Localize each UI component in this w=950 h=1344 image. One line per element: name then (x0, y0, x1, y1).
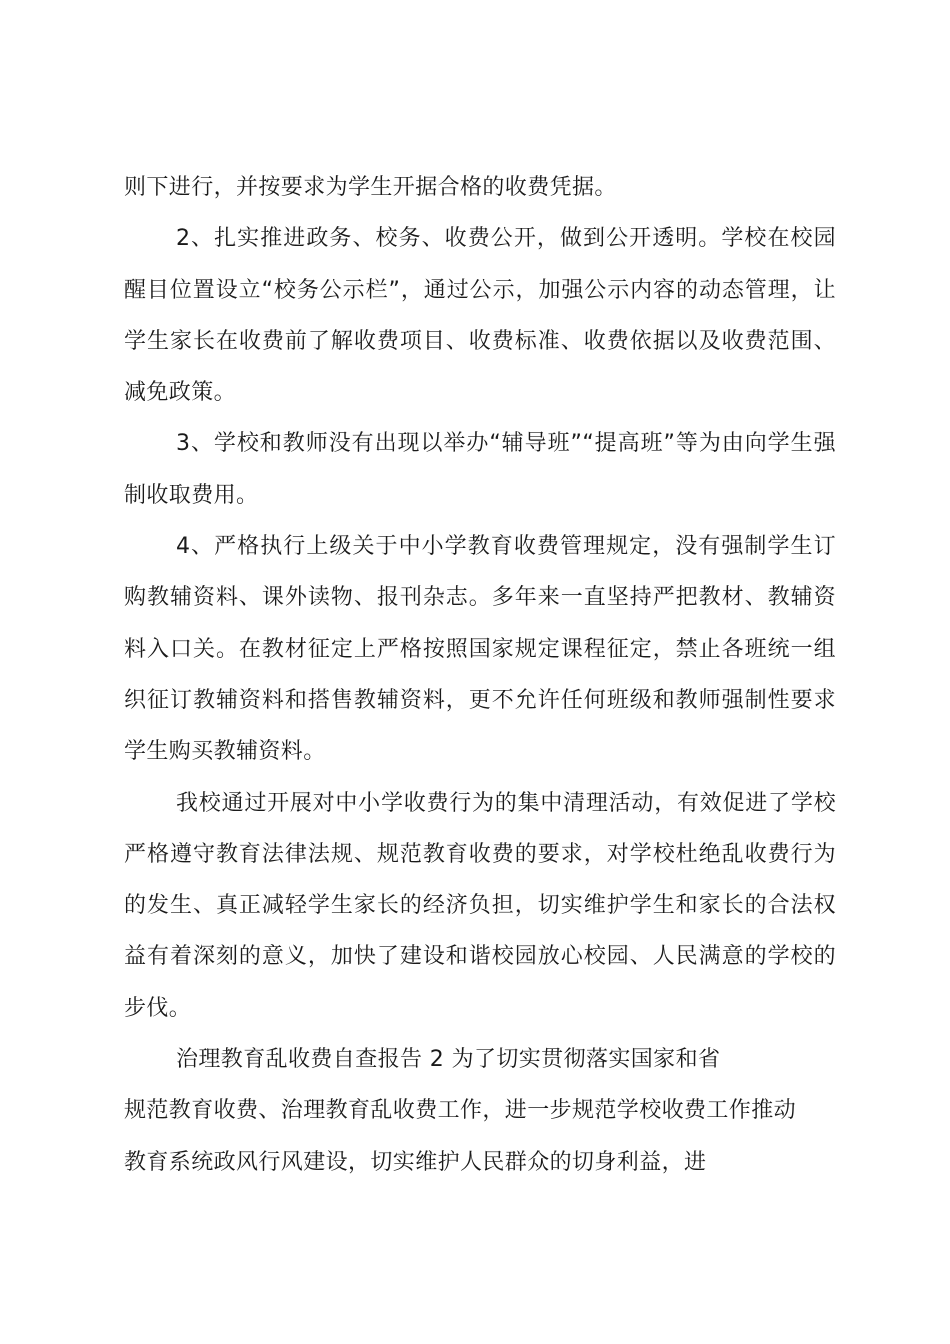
report-2-line-2: 规范教育收费、治理教育乱收费工作，进一步规范学校收费工作推动 (124, 1098, 797, 1124)
report-2-line-3: 教育系统政风行风建设，切实维护人民群众的切身利益，进 (124, 1149, 707, 1175)
document-body (124, 162, 836, 1188)
paragraph-continuation: 则下进行，并按要求为学生开据合格的收费凭据。 (124, 175, 617, 200)
paragraph-item-4: 4、严格执行上级关于中小学教育收费管理规定，没有强制学生订购教辅资料、课外读物、报刊杂志。多年来一直坚持严把教材、教辅资料入口关。在教材征定上严格按照国家规定课程征定，禁止各班统一组织征订教辅资料和搭售教辅资料，更不允许任何班级和教师强制性要求学生购买教辅资料。 (124, 534, 836, 765)
report-2-line-1: 治理教育乱收费自查报告 2 为了切实贯彻落实国家和省 (176, 1047, 721, 1073)
paragraph-item-2: 2、扎实推进政务、校务、收费公开，做到公开透明。学校在校园醒目位置设立“校务公示栏”，通过公示，加强公示内容的动态管理，让学生家长在收费前了解收费项目、收费标准、收费依据以及收费范围、减免政策。 (124, 226, 836, 406)
paragraph-conclusion: 我校通过开展对中小学收费行为的集中清理活动，有效促进了学校严格遵守教育法律法规、规范教育收费的要求，对学校杜绝乱收费行为的发生、真正减轻学生家长的经济负担，切实维护学生和家长的合法权益有着深刻的意义，加快了建设和谐校园放心校园、人民满意的学校的步伐。 (124, 790, 836, 1021)
paragraph-item-3: 3、学校和教师没有出现以举办“辅导班”“提高班”等为由向学生强制收取费用。 (124, 431, 836, 508)
paragraph-report-2-intro (124, 1034, 836, 1188)
